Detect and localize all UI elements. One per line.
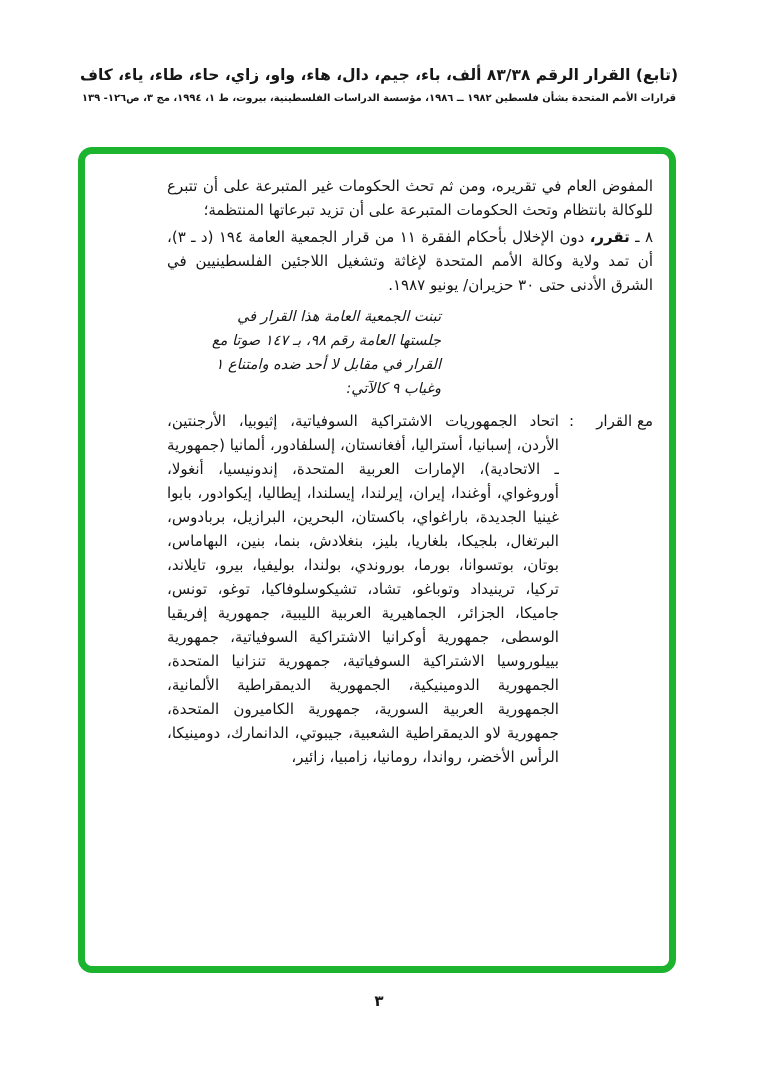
- resolution-title: (تابع) القرار الرقم ٨٣/٣٨ ألف، باء، جيم، دال، هاء، واو، زاي، حاء، طاء، ياء، كاف: [79, 66, 679, 84]
- clause-verb: تقرر،: [589, 228, 630, 246]
- vote-for-country-list: اتحاد الجمهوريات الاشتراكية السوفياتية، إثيوبيا، الأرجنتين، الأردن، إسبانيا، أستراليا، أفغانستان، إلسلفادور، ألمانيا (جمهورية ـ الاتحادية)، الإمارات العربية المتحدة، إندونيسيا، أنغولا، أوروغواي، أوغندا، إيران، إيرلندا، إيسلندا، إيطاليا، إيكوادور، بابوا غينيا الجديدة، باراغواي، باكستان، البحرين، البرازيل، بربادوس، البرتغال، بلجيكا، بلغاريا، بليز، بنغلادش، بنما، بنين، البهاماس، بوتان، بوتسوانا، بورما، بوروندي، بولندا، بوليفيا، بيرو، تايلاند، تركيا، ترينيداد وتوباغو، تشاد، تشيكوسلوفاكيا، توغو، تونس، جاميكا، الجزائر، الجماهيرية العربية الليبية، جمهورية إفريقيا الوسطى، جمهورية أوكرانيا الاشتراكية السوفياتية، جمهورية بييلوروسيا الاشتراكية السوفياتية، جمهورية تنزانيا المتحدة، الجمهورية الدومينيكية، الجمهورية الديمقراطية الألمانية، الجمهورية العربية السورية، جمهورية الكاميرون المتحدة، جمهورية لاو الديمقراطية الشعبية، جيبوتي، الدانمارك، دومينيكا، الرأس الأخضر، رواندا، رومانيا، زامبيا، زائير،: [167, 412, 559, 766]
- adoption-note: تبنت الجمعية العامة هذا القرار في جلستها العامة رقم ٩٨، بـ ١٤٧ صوتا مع القرار في مقابل لا أحد ضده وامتناع ١ وغياب ٩ كالآتي:: [211, 309, 441, 397]
- clause-8: [167, 225, 653, 297]
- vote-result-row: [167, 409, 653, 769]
- page-header: [40, 66, 718, 104]
- vote-label-colon: :: [568, 412, 574, 430]
- source-citation: قرارات الأمم المتحدة بشأن فلسطين ١٩٨٢ ــ ١٩٨٦، مؤسسة الدراسات الفلسطينية، بيروت، ط ١، ١٩٩٤، مج ٣، ص١٢٦- ١٣٩: [81, 93, 677, 104]
- continuation-paragraph: المفوض العام في تقريره، ومن ثم تحث الحكومات غير المتبرعة على أن تتبرع للوكالة بانتظام وتحث الحكومات المتبرعة على أن تزيد تبرعاتها المنتظمة؛: [167, 177, 653, 219]
- clause-number: ٨ ـ: [629, 228, 653, 246]
- page-number: ٣: [374, 992, 384, 1010]
- resolution-frame: [78, 147, 676, 973]
- resolution-body: [167, 174, 653, 958]
- clause-text: دون الإخلال بأحكام الفقرة ١١ من قرار الجمعية العامة ١٩٤ (د ـ ٣)، أن تمد ولاية وكالة الأمم المتحدة لإغاثة وتشغيل اللاجئين الفلسطينيين في الشرق الأدنى حتى ٣٠ حزيران/ يونيو ١٩٨٧.: [167, 228, 653, 294]
- vote-for-label: مع القرار: [596, 412, 653, 430]
